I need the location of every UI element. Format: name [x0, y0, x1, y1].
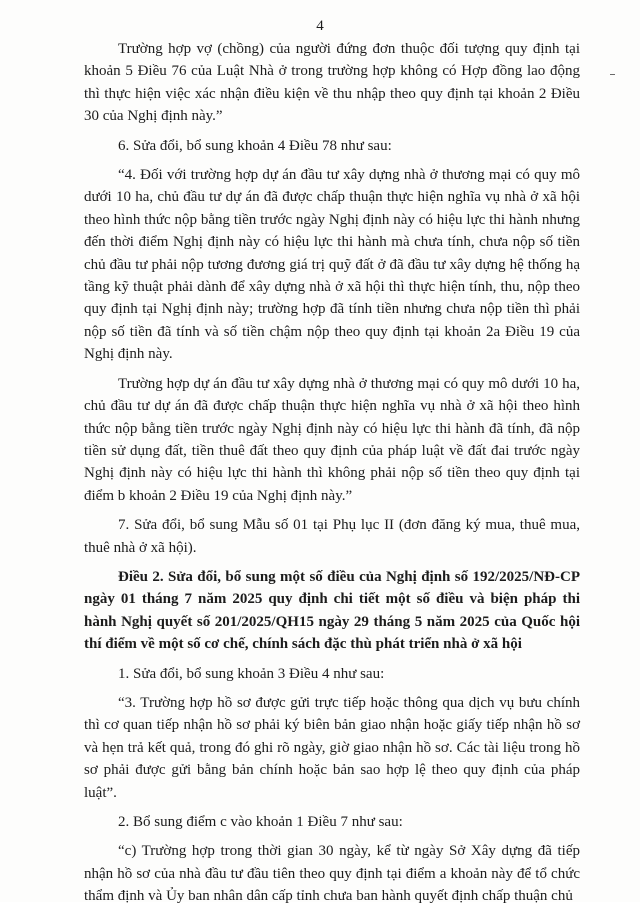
- paragraph-item-6-heading: 6. Sửa đổi, bổ sung khoản 4 Điều 78 như sau:: [118, 137, 392, 154]
- document-body: [84, 38, 580, 915]
- paragraph-point-c-thirty-days: “c) Trường hợp trong thời gian 30 ngày, kể từ ngày Sở Xây dựng đã tiếp nhận hồ sơ của nhà đầu tư đầu tiên theo quy định tại điểm a khoản này để tổ chức thẩm định và Ủy ban nhân dân cấp tỉnh chưa ban hành quyết định chấp thuận chủ: [84, 843, 580, 905]
- paragraph-spouse-income-confirmation: Trường hợp vợ (chồng) của người đứng đơn thuộc đối tượng quy định tại khoản 5 Điều 76 của Luật Nhà ở trong trường hợp không có Hợp đồng lao động thì thực hiện việc xác nhận điều kiện về thu nhập theo quy định tại khoản 2 Điều 30 của Nghị định này.”: [84, 41, 580, 125]
- paragraph-clause-3-dossier-submission: “3. Trường hợp hồ sơ được gửi trực tiếp hoặc thông qua dịch vụ bưu chính thì cơ quan tiếp nhận hồ sơ phải ký biên bản giao nhận hoặc giấy tiếp nhận hồ sơ và hẹn trả kết quả, trong đó ghi rõ ngày, giờ giao nhận hồ sơ. Các tài liệu trong hồ sơ phải được gửi bằng bản chính hoặc bản sao hợp lệ theo quy định của pháp luật”.: [84, 694, 580, 801]
- paragraph-article-2-item-2-heading: 2. Bổ sung điểm c vào khoản 1 Điều 7 như sau:: [118, 814, 403, 830]
- paragraph-clause-4-commercial-housing: “4. Đối với trường hợp dự án đầu tư xây dựng nhà ở thương mại có quy mô dưới 10 ha, chủ đầu tư dự án đã được chấp thuận thực hiện nghĩa vụ nhà ở xã hội theo hình thức nộp bằng tiền trước ngày Nghị định này có hiệu lực thi hành nhưng đến thời điểm Nghị định này có hiệu lực thi hành mà chưa tính, chưa nộp số tiền chủ đầu tư phải nộp tương đương giá trị quỹ đất ở đã đầu tư xây dựng hệ thống hạ tầng kỹ thuật phải dành để xây dựng nhà ở xã hội thì thực hiện tính, thu, nộp theo quy định tại Nghị định này; trường hợp đã tính tiền nhưng chưa nộp tiền thì phải nộp số tiền đã tính và số tiền chậm nộp theo quy định tại khoản 2a Điều 19 của Nghị định này.: [84, 167, 580, 363]
- paragraph-clause-4-paid-case: Trường hợp dự án đầu tư xây dựng nhà ở thương mại có quy mô dưới 10 ha, chủ đầu tư dự án đã được chấp thuận thực hiện nghĩa vụ nhà ở xã hội theo hình thức nộp bằng tiền trước ngày Nghị định này có hiệu lực thi hành đã tính, đã nộp tiền sử dụng đất, tiền thuê đất theo quy định của pháp luật về đất đai trước ngày Nghị định này có hiệu lực thi hành thì không phải nộp số tiền theo quy định tại điểm b khoản 2 Điều 19 của Nghị định này.”: [84, 375, 580, 504]
- margin-mark: [610, 74, 615, 75]
- article-2-heading: Điều 2. Sửa đổi, bổ sung một số điều của Nghị định số 192/2025/NĐ-CP ngày 01 tháng 7 năm 2025 quy định chi tiết một số điều và biện pháp thi hành Nghị quyết số 201/2025/QH15 ngày 29 tháng 5 năm 2025 của Quốc hội thí điểm về một số cơ chế, chính sách đặc thù phát triển nhà ở xã hội: [84, 568, 580, 653]
- paragraph-item-7-heading: 7. Sửa đổi, bổ sung Mẫu số 01 tại Phụ lục II (đơn đăng ký mua, thuê mua, thuê nhà ở xã hội).: [84, 517, 580, 556]
- page-number: 4: [316, 18, 324, 34]
- paragraph-article-2-item-1-heading: 1. Sửa đổi, bổ sung khoản 3 Điều 4 như sau:: [118, 665, 385, 682]
